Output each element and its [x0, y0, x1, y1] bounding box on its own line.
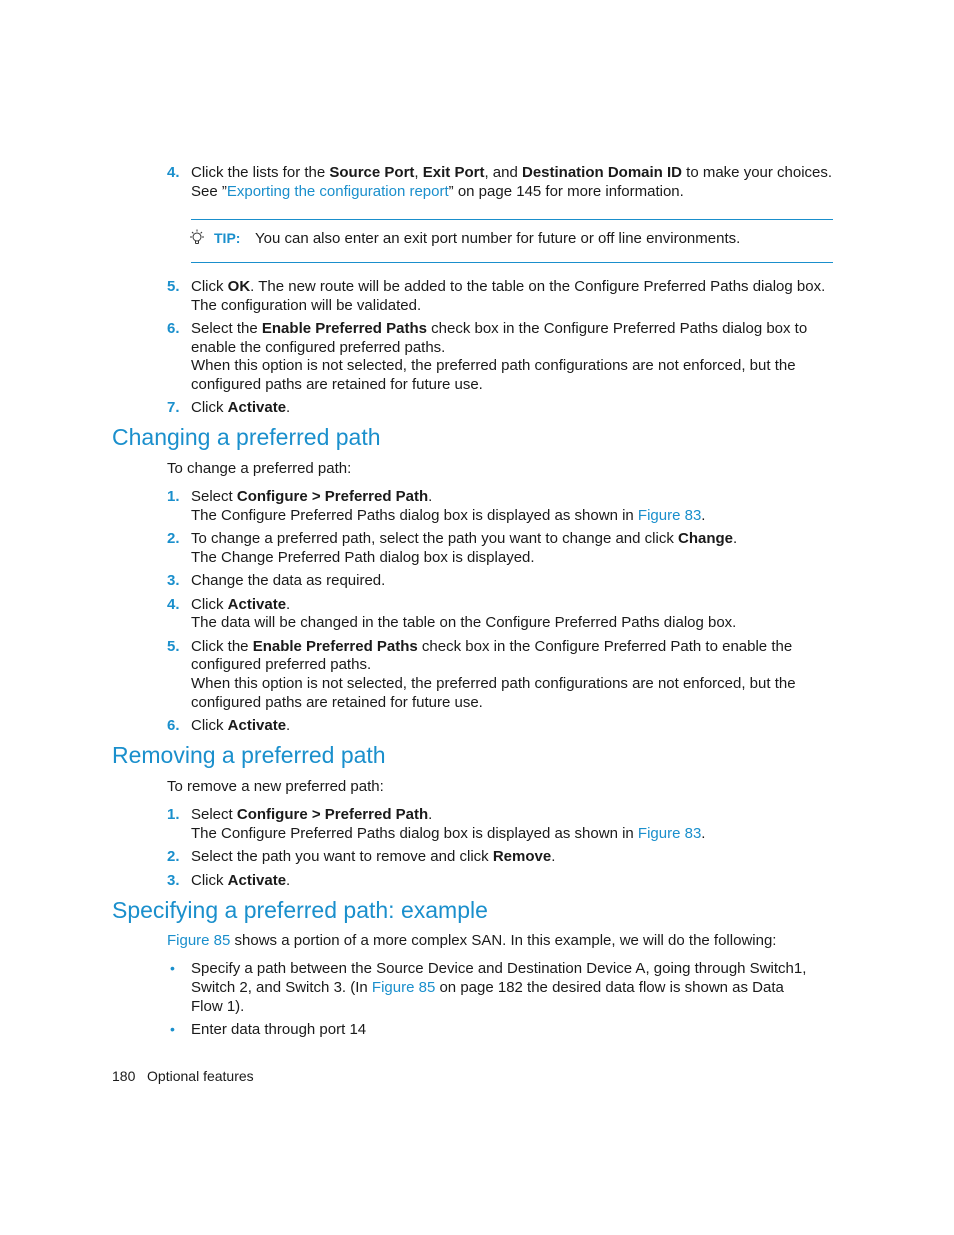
changing-step-5-line-4: configured paths are retained for future use.: [191, 694, 483, 711]
page-number: 180: [112, 1068, 136, 1084]
step-6-line-4: configured paths are retained for future use.: [191, 376, 483, 393]
removing-step-3-text: Click Activate.: [191, 872, 291, 889]
step-number: 6.: [167, 717, 180, 734]
figure-85-link[interactable]: Figure 85: [371, 979, 436, 996]
footer-section-title: Optional features: [147, 1068, 254, 1084]
changing-step-5-line-3: When this option is not selected, the preferred path configurations are not enforced, but the: [191, 675, 796, 692]
lightbulb-icon: [189, 229, 205, 247]
bullet-2-line-1: Enter data through port 14: [191, 1021, 367, 1038]
step-number: 7.: [167, 399, 180, 416]
changing-step-2-text: To change a preferred path, select the path you want to change and click Change.: [191, 530, 738, 547]
bullet-1-line-2: Switch 2, and Switch 3. (In Figure 85 on page 182 the desired data flow is shown as Data: [191, 979, 784, 996]
page-footer: [112, 1067, 254, 1086]
figure-85-link[interactable]: Figure 85: [167, 932, 231, 949]
bullet-marker: •: [170, 1021, 175, 1037]
tip-bottom-divider: [191, 262, 833, 263]
step-number: 3.: [167, 872, 180, 889]
changing-step-4-line-2: The data will be changed in the table on the Configure Preferred Paths dialog box.: [191, 614, 737, 631]
changing-step-2-line-2: The Change Preferred Path dialog box is displayed.: [191, 549, 535, 566]
section-heading-specifying: Specifying a preferred path: example: [112, 897, 488, 923]
step-number: 4.: [167, 164, 180, 181]
changing-step-1-line-2: The Configure Preferred Paths dialog box is displayed as shown in Figure 83.: [191, 507, 706, 524]
step-4-see-also: See ”Exporting the configuration report” on page 145 for more information.: [191, 183, 684, 200]
changing-step-5-line-2: configured preferred paths.: [191, 656, 372, 673]
step-number: 2.: [167, 530, 180, 547]
changing-step-1-text: Select Configure > Preferred Path.: [191, 488, 433, 505]
step-4-text: Click the lists for the Source Port, Exit Port, and Destination Domain ID to make your choices.: [191, 164, 833, 181]
step-6-line-3: When this option is not selected, the preferred path configurations are not enforced, but the: [191, 357, 796, 374]
step-6-text: Select the Enable Preferred Paths check box in the Configure Preferred Paths dialog box to: [191, 320, 808, 337]
removing-step-1-line-2: The Configure Preferred Paths dialog box is displayed as shown in Figure 83.: [191, 825, 706, 842]
tip-label: TIP:: [214, 230, 241, 246]
step-number: 6.: [167, 320, 180, 337]
changing-step-3-text: Change the data as required.: [191, 572, 386, 589]
bullet-1-line-1: Specify a path between the Source Device and Destination Device A, going through Switch1,: [191, 960, 807, 977]
bullet-1-line-3: Flow 1).: [191, 998, 245, 1015]
step-5-text: Click OK. The new route will be added to the table on the Configure Preferred Paths dialog box.: [191, 278, 826, 295]
tip-text: You can also enter an exit port number for future or off line environments.: [255, 230, 741, 247]
removing-intro: To remove a new preferred path:: [167, 778, 384, 795]
specifying-intro: Figure 85 shows a portion of a more complex SAN. In this example, we will do the following:: [167, 932, 777, 949]
step-number: 4.: [167, 596, 180, 613]
step-7-text: Click Activate.: [191, 399, 291, 416]
exporting-config-report-link[interactable]: Exporting the configuration report: [226, 183, 449, 200]
step-6-line-2: enable the configured preferred paths.: [191, 339, 446, 356]
changing-step-4-text: Click Activate.: [191, 596, 291, 613]
step-5-line-2: The configuration will be validated.: [191, 297, 422, 314]
step-number: 1.: [167, 488, 180, 505]
step-number: 2.: [167, 848, 180, 865]
step-number: 3.: [167, 572, 180, 589]
step-number: 5.: [167, 278, 180, 295]
tip-top-divider: [191, 219, 833, 220]
figure-83-link[interactable]: Figure 83: [637, 825, 702, 842]
step-number: 1.: [167, 806, 180, 823]
removing-step-1-text: Select Configure > Preferred Path.: [191, 806, 433, 823]
section-heading-removing: Removing a preferred path: [112, 742, 386, 768]
figure-83-link[interactable]: Figure 83: [637, 507, 702, 524]
changing-step-5-text: Click the Enable Preferred Paths check box in the Configure Preferred Path to enable the: [191, 638, 793, 655]
changing-step-6-text: Click Activate.: [191, 717, 291, 734]
removing-step-2-text: Select the path you want to remove and click Remove.: [191, 848, 556, 865]
section-heading-changing: Changing a preferred path: [112, 424, 381, 450]
step-number: 5.: [167, 638, 180, 655]
changing-intro: To change a preferred path:: [167, 460, 352, 477]
bullet-marker: •: [170, 960, 175, 976]
